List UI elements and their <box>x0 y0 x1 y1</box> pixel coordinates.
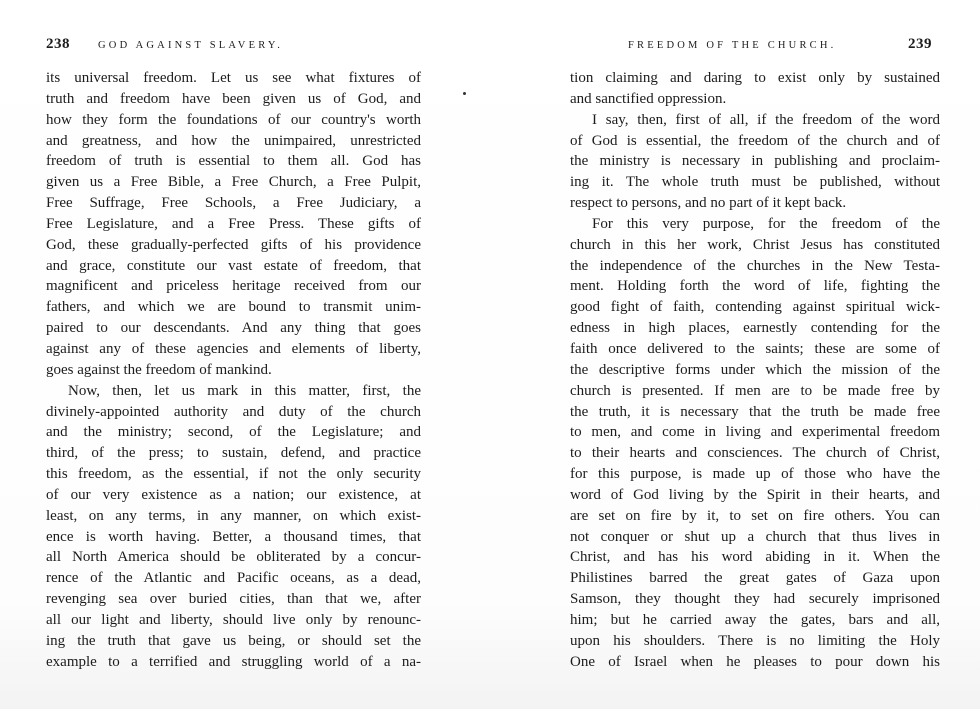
text-line: the descriptive forms under which the mission of the <box>570 361 940 378</box>
text-line: faith once delivered to the saints; these are some of <box>570 340 940 357</box>
text-line: Samson, they thought they had securely imprisoned <box>570 591 940 608</box>
text-line: all our light and liberty, should live only by renounc- <box>46 611 421 628</box>
text-line: ment. Holding forth the word of life, fighting the <box>570 278 940 295</box>
right-page-number: 239 <box>908 36 932 52</box>
text-line: Now, then, let us mark in this matter, first, the <box>68 382 421 399</box>
text-line: good fight of faith, contending against spiritual wick- <box>570 299 940 316</box>
left-body-text <box>46 68 421 672</box>
text-line: church is presented. If men are to be made free by <box>570 382 940 399</box>
text-line: ing it. The whole truth must be published, without <box>570 174 940 191</box>
text-line: against any of these agencies and elements of liberty, <box>46 340 421 357</box>
left-page-number: 238 <box>46 36 70 52</box>
text-line: magnificent and priceless heritage received from our <box>46 278 421 295</box>
text-line: given us a Free Bible, a Free Church, a Free Pulpit, <box>46 174 421 191</box>
text-line: the ministry is necessary in publishing and proclaim- <box>570 153 940 170</box>
text-line: word of God living by the Spirit in their hearts, and <box>570 486 940 503</box>
text-line: revenging sea over buried cities, than that we, after <box>46 591 421 608</box>
text-line: Philistines barred the great gates of Gaza upon <box>570 570 940 587</box>
print-speck <box>463 92 466 95</box>
text-line: divinely-appointed authority and duty of the church <box>46 403 421 420</box>
text-line: tion claiming and daring to exist only by sustained <box>570 70 940 86</box>
text-line: Free Suffrage, Free Schools, a Free Judiciary, a <box>46 195 421 212</box>
text-line: Free Legislature, and a Free Press. These gifts of <box>46 215 421 232</box>
text-line: example to a terrified and struggling world of a na- <box>46 653 421 670</box>
text-line: are set on fire by it, to set on fire others. You can <box>570 507 940 524</box>
text-line: and the ministry; second, of the Legislature; and <box>46 424 421 441</box>
text-line: and sanctified oppression. <box>570 90 727 107</box>
text-line: ence is worth having. Better, a thousand times, that <box>46 528 421 545</box>
text-line: him; but he carried away the gates, bars and all, <box>570 611 940 628</box>
text-line: For this very purpose, for the freedom of the <box>592 215 940 232</box>
text-line: One of Israel when he pleases to pour down his <box>570 653 940 670</box>
text-line: ing the truth that gave us being, or should set the <box>46 632 421 649</box>
text-line: God, these gradually-perfected gifts of his providence <box>46 236 421 253</box>
text-line: its universal freedom. Let us see what fixtures of <box>46 70 421 86</box>
text-line: all North America should be obliterated by a concur- <box>46 549 421 566</box>
text-line: least, on any terms, in any manner, on which exist- <box>46 507 421 524</box>
right-body-text <box>570 68 940 672</box>
text-line: of our very existence as a nation; our existence, at <box>46 486 421 503</box>
right-running-head <box>628 36 932 56</box>
text-line: the independence of the churches in the New Testa- <box>570 257 940 274</box>
text-line: and grace, constitute our vast estate of freedom, that <box>46 257 421 274</box>
text-line: upon his shoulders. There is no limiting the Holy <box>570 632 940 649</box>
text-line: and greatness, and how the unimpaired, unrestricted <box>46 132 421 149</box>
text-line: not conquer or shut up a church that thus lives in <box>570 528 940 545</box>
text-line: truth and freedom have been given us of God, and <box>46 90 421 107</box>
text-line: rence of the Atlantic and Pacific oceans, as a dead, <box>46 570 421 587</box>
text-line: edness in high places, earnestly contending for the <box>570 320 940 337</box>
text-line: the truth, it is necessary that the truth be made free <box>570 403 940 420</box>
text-line: for this purpose, is made up of those who have the <box>570 466 940 483</box>
text-line: I say, then, first of all, if the freedom of the word <box>592 111 940 128</box>
text-line: respect to persons, and no part of it kept back. <box>570 195 847 212</box>
left-running-head <box>46 36 426 56</box>
text-line: third, of the press; to sustain, defend, and practice <box>46 445 421 462</box>
text-line: to men, and come in living and experimental freedom <box>570 424 940 441</box>
text-line: of God is essential, the freedom of the church and of <box>570 132 940 149</box>
right-page <box>490 0 980 709</box>
text-line: goes against the freedom of mankind. <box>46 361 272 378</box>
text-line: fathers, and which we are bound to transmit unim- <box>46 299 421 316</box>
left-running-head-title: GOD AGAINST SLAVERY. <box>98 40 284 51</box>
right-running-head-title: FREEDOM OF THE CHURCH. <box>628 40 837 51</box>
text-line: church in this her work, Christ Jesus has constituted <box>570 236 940 253</box>
text-line: freedom of truth is essential to them all. God has <box>46 153 421 170</box>
text-line: how they form the foundations of our country's worth <box>46 111 421 128</box>
text-line: Christ, and has his word abiding in it. When the <box>570 549 940 566</box>
text-line: paired to our descendants. And any thing that goes <box>46 320 421 337</box>
text-line: this freedom, as the essential, if not the only security <box>46 466 421 483</box>
text-line: to their hearts and consciences. The church of Christ, <box>570 445 940 462</box>
